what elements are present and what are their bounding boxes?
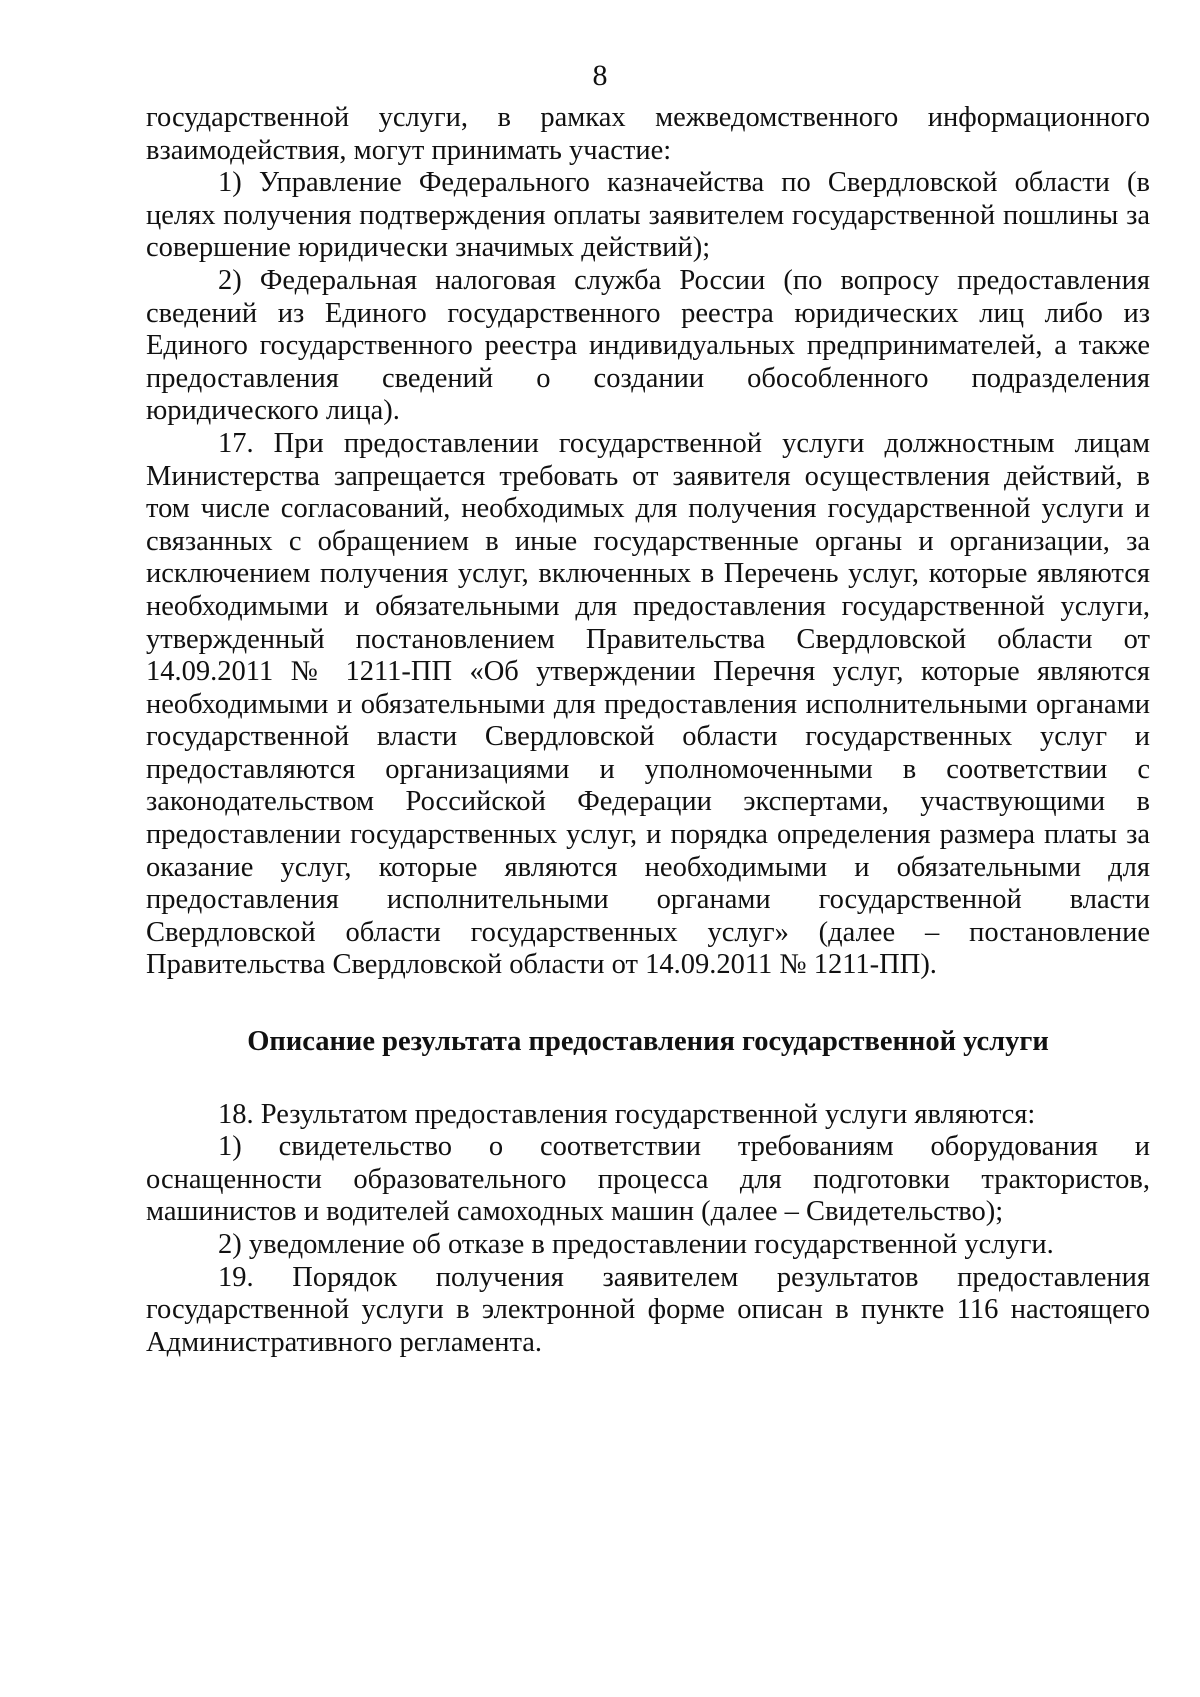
document-body [146, 102, 1150, 1359]
paragraph-list-item-1: 1) Управление Федерального казначейства по Свердловской области (в целях получения подтверждения оплаты заявителем государственной пошлины за совершение юридически значимых действий); [146, 167, 1150, 264]
section-heading: Описание результата предоставления государственной услуги [247, 1026, 1049, 1058]
paragraph-18-item-2: 2) уведомление об отказе в предоставлении государственной услуги. [218, 1229, 1054, 1260]
paragraph-continuation: государственной услуги, в рамках межведомственного информационного взаимодействия, могут принимать участие: [146, 102, 1150, 166]
paragraph-19: 19. Порядок получения заявителем результатов предоставления государственной услуги в электронной форме описан в пункте 116 настоящего Административного регламента. [146, 1261, 1150, 1358]
paragraph-18: 18. Результатом предоставления государственной услуги являются: [218, 1098, 1036, 1130]
page-number: 8 [592, 59, 608, 92]
paragraph-17: 17. При предоставлении государственной услуги должностным лицам Министерства запрещается требовать от заявителя осуществления действий, в том числе согласований, необходимых для получения государственной услуги и связанных с обращением в иные государственные органы и организации, за исключением получения услуг, включенных в Перечень услуг, которые являются необходимыми и обязательными для предоставления государственной услуги, утвержденный постановлением Правительства Свердловской области от 14.09.2011 № 1211-ПП «Об утверждении Перечня услуг, которые являются необходимыми и обязательными для предоставления исполнительными органами государственной власти Свердловской области государственных услуг и предоставляются организациями и уполномоченными в соответствии с законодательством Российской Федерации экспертами, участвующими в предоставлении государственных услуг, и порядка определения размера платы за оказание услуг, которые являются необходимыми и обязательными для предоставления исполнительными органами государственной власти Свердловской области государственных услуг» (далее – постановление Правительства Свердловской области от 14.09.2011 № 1211-ПП). [146, 427, 1150, 981]
paragraph-18-item-1: 1) свидетельство о соответствии требованиям оборудования и оснащенности образовательного процесса для подготовки трактористов, машинистов и водителей самоходных машин (далее – Свидетельство); [146, 1131, 1150, 1228]
paragraph-list-item-2: 2) Федеральная налоговая служба России (по вопросу предоставления сведений из Единого государственного реестра юридических лиц либо из Единого государственного реестра индивидуальных предпринимателей, а также предоставления сведений о создании обособленного подразделения юридического лица). [146, 264, 1150, 427]
